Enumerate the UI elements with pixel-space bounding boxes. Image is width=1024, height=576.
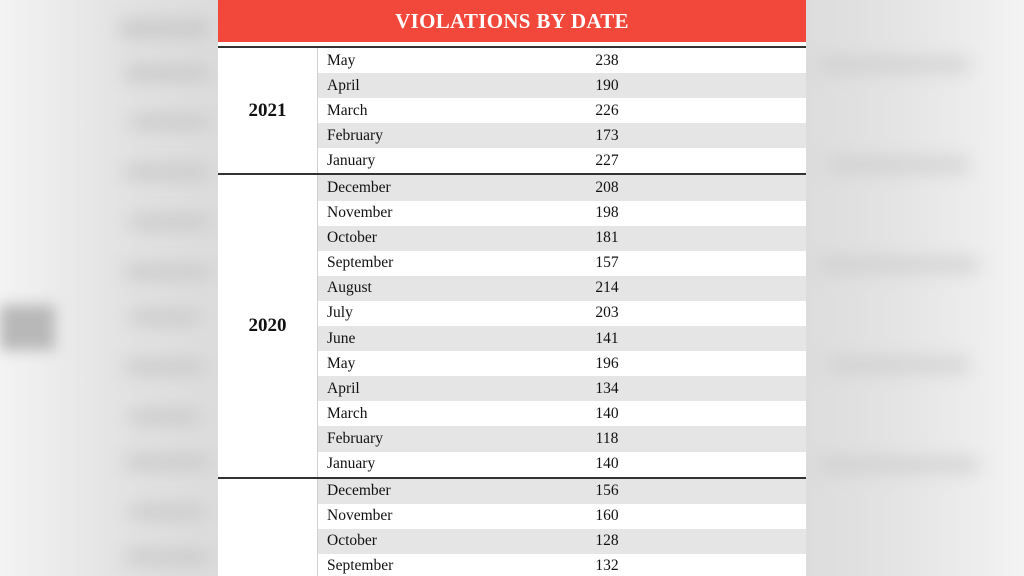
count-cell: 134 (595, 379, 619, 397)
count-cell: 118 (595, 429, 619, 447)
count-cell: 160 (595, 507, 619, 525)
blurred-text-line (130, 310, 200, 324)
month-cell: June (327, 329, 356, 347)
table-row (318, 175, 806, 200)
blurred-text-line (130, 115, 210, 129)
blurred-text-line (830, 160, 970, 170)
year-group (218, 46, 806, 173)
month-cell: July (327, 304, 353, 322)
month-cell: October (327, 532, 377, 550)
month-cell: April (327, 76, 360, 94)
table-row (318, 73, 806, 98)
count-cell: 173 (595, 126, 619, 144)
blurred-text-line (125, 455, 210, 469)
year-group (218, 173, 806, 476)
count-cell: 226 (595, 101, 619, 119)
count-cell: 141 (595, 329, 619, 347)
month-cell: March (327, 404, 368, 422)
blurred-text-line (125, 550, 210, 564)
month-cell: April (327, 379, 360, 397)
table-row (318, 226, 806, 251)
month-cell: October (327, 229, 377, 247)
table-row (318, 529, 806, 554)
month-cell: December (327, 482, 391, 500)
month-cell: September (327, 557, 394, 575)
count-cell: 140 (595, 455, 619, 473)
month-rows (318, 479, 806, 576)
month-cell: August (327, 279, 372, 297)
table-row (318, 351, 806, 376)
month-cell: May (327, 354, 356, 372)
count-cell: 140 (595, 404, 619, 422)
month-cell: February (327, 429, 383, 447)
count-cell: 157 (595, 254, 619, 272)
month-cell: February (327, 126, 383, 144)
count-cell: 227 (595, 151, 619, 169)
table-row (318, 504, 806, 529)
table-row (318, 426, 806, 451)
month-cell: January (327, 455, 376, 473)
table-row (318, 123, 806, 148)
year-label (218, 479, 318, 576)
month-rows (318, 175, 806, 476)
blurred-text-line (820, 460, 980, 470)
count-cell: 132 (595, 557, 619, 575)
month-cell: November (327, 507, 393, 525)
count-cell: 190 (595, 76, 619, 94)
count-cell: 156 (595, 482, 619, 500)
count-cell: 238 (595, 51, 619, 69)
table-title-banner (218, 0, 806, 42)
count-cell: 203 (595, 304, 619, 322)
table-row (318, 201, 806, 226)
month-cell: November (327, 204, 393, 222)
month-cell: March (327, 101, 368, 119)
blurred-text-line (125, 265, 210, 279)
count-cell: 128 (595, 532, 619, 550)
table-row (318, 148, 806, 173)
table-row (318, 276, 806, 301)
blurred-text-line (120, 20, 210, 38)
table-title: VIOLATIONS BY DATE (395, 8, 629, 33)
count-cell: 214 (595, 279, 619, 297)
blurred-block (0, 305, 55, 350)
blurred-text-line (130, 505, 205, 519)
table-row (318, 301, 806, 326)
blurred-text-line (125, 165, 210, 179)
month-cell: May (327, 51, 356, 69)
table-row (318, 326, 806, 351)
year-label: 2021 (218, 48, 318, 173)
document-panel (218, 0, 806, 576)
blurred-text-line (820, 60, 970, 70)
table-row (318, 401, 806, 426)
year-group (218, 477, 806, 576)
year-label: 2020 (218, 175, 318, 476)
blurred-text-line (125, 360, 205, 374)
table-row (318, 98, 806, 123)
count-cell: 198 (595, 204, 619, 222)
table-row (318, 376, 806, 401)
table-row (318, 251, 806, 276)
blurred-text-line (130, 215, 210, 229)
month-cell: December (327, 179, 391, 197)
blurred-text-line (820, 260, 980, 270)
count-cell: 208 (595, 179, 619, 197)
table-row (318, 554, 806, 576)
table-row (318, 452, 806, 477)
month-cell: January (327, 151, 376, 169)
count-cell: 196 (595, 354, 619, 372)
table-row (318, 479, 806, 504)
blurred-text-line (125, 65, 210, 81)
month-cell: September (327, 254, 394, 272)
violations-table (218, 46, 806, 576)
month-rows (318, 48, 806, 173)
blurred-text-line (130, 410, 200, 424)
blurred-text-line (830, 360, 970, 370)
count-cell: 181 (595, 229, 619, 247)
table-row (318, 48, 806, 73)
